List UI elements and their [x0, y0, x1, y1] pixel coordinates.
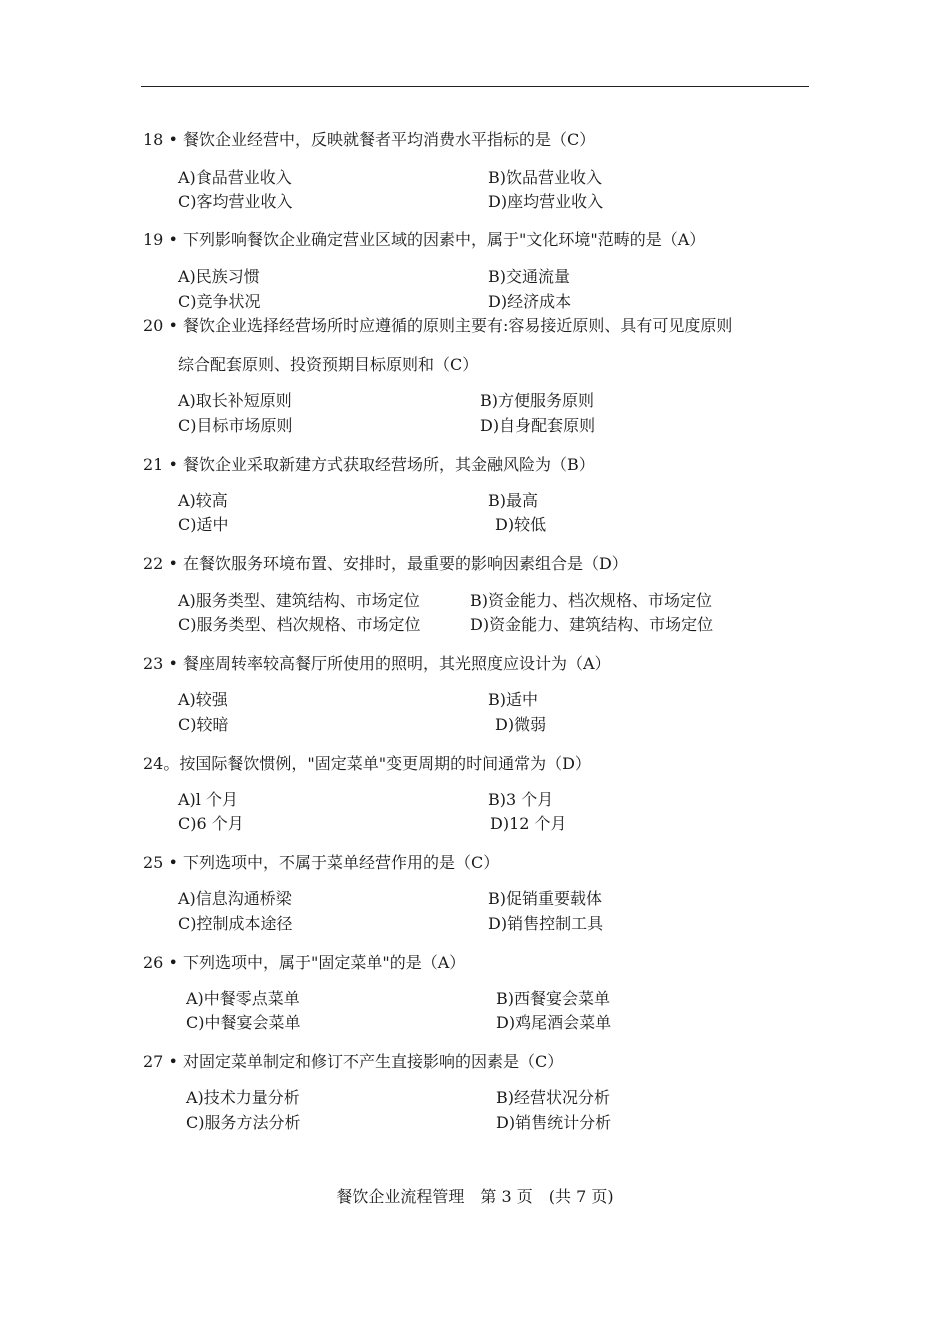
- question-24: 24。按国际餐饮惯例，"固定菜单"变更周期的时间通常为（D）: [143, 754, 591, 773]
- option-c: C)竞争状况: [178, 292, 261, 311]
- option-a: A)较强: [178, 690, 228, 709]
- option-d: D)经济成本: [488, 292, 572, 311]
- question-25: 25 • 下列选项中，不属于菜单经营作用的是（C）: [143, 853, 500, 872]
- option-c: C)较暗: [178, 715, 229, 734]
- question-22: 22 • 在餐饮服务环境布置、安排时，最重要的影响因素组合是（D）: [143, 554, 628, 573]
- option-d: D)资金能力、建筑结构、市场定位: [470, 615, 714, 634]
- option-d: D)销售统计分析: [496, 1113, 612, 1132]
- option-a: A)l 个月: [178, 790, 239, 809]
- option-b: B)方便服务原则: [480, 391, 595, 410]
- question-26: 26 • 下列选项中，属于"固定菜单"的是（A）: [143, 953, 466, 972]
- page-footer: 餐饮企业流程管理 第 3 页 (共 7 页): [336, 1187, 614, 1206]
- option-a: A)技术力量分析: [186, 1088, 300, 1107]
- option-a: A)较高: [178, 491, 228, 510]
- option-b: B)西餐宴会菜单: [496, 989, 611, 1008]
- option-c: C)服务方法分析: [186, 1113, 301, 1132]
- option-a: A)信息沟通桥梁: [178, 889, 292, 908]
- option-a: A)民族习惯: [178, 267, 260, 286]
- option-d: D)12 个月: [490, 814, 567, 833]
- option-a: A)取长补短原则: [178, 391, 292, 410]
- option-b: B)3 个月: [488, 790, 554, 809]
- option-b: B)饮品营业收入: [488, 168, 603, 187]
- option-b: B)资金能力、档次规格、市场定位: [470, 591, 713, 610]
- question-20: 20 • 餐饮企业选择经营场所时应遵循的原则主要有:容易接近原则、具有可见度原则: [143, 316, 733, 335]
- question-23: 23 • 餐座周转率较高餐厅所使用的照明，其光照度应设计为（A）: [143, 654, 611, 673]
- question-21: 21 • 餐饮企业采取新建方式获取经营场所，其金融风险为（B）: [143, 455, 595, 474]
- option-d: D)微弱: [495, 715, 547, 734]
- header-rule: [141, 86, 809, 87]
- option-b: B)交通流量: [488, 267, 571, 286]
- question-20-continuation: 综合配套原则、投资预期目标原则和（C）: [178, 355, 479, 374]
- option-d: D)较低: [495, 515, 547, 534]
- option-c: C)客均营业收入: [178, 192, 293, 211]
- option-d: D)自身配套原则: [480, 416, 596, 435]
- option-c: C)服务类型、档次规格、市场定位: [178, 615, 421, 634]
- option-c: C)6 个月: [178, 814, 244, 833]
- option-b: B)经营状况分析: [496, 1088, 611, 1107]
- question-27: 27 • 对固定菜单制定和修订不产生直接影响的因素是（C）: [143, 1052, 564, 1071]
- option-d: D)鸡尾酒会菜单: [496, 1013, 612, 1032]
- option-d: D)座均营业收入: [488, 192, 604, 211]
- question-19: 19 • 下列影响餐饮企业确定营业区域的因素中，属于"文化环境"范畴的是（A）: [143, 230, 706, 249]
- question-18: 18 • 餐饮企业经营中，反映就餐者平均消费水平指标的是（C）: [143, 130, 596, 149]
- option-a: A)服务类型、建筑结构、市场定位: [178, 591, 420, 610]
- option-c: C)适中: [178, 515, 229, 534]
- option-b: B)最高: [488, 491, 539, 510]
- option-a: A)中餐零点菜单: [186, 989, 300, 1008]
- option-b: B)适中: [488, 690, 539, 709]
- option-c: C)控制成本途径: [178, 914, 293, 933]
- option-b: B)促销重要载体: [488, 889, 603, 908]
- option-c: C)中餐宴会菜单: [186, 1013, 301, 1032]
- option-c: C)目标市场原则: [178, 416, 293, 435]
- option-d: D)销售控制工具: [488, 914, 604, 933]
- option-a: A)食品营业收入: [178, 168, 292, 187]
